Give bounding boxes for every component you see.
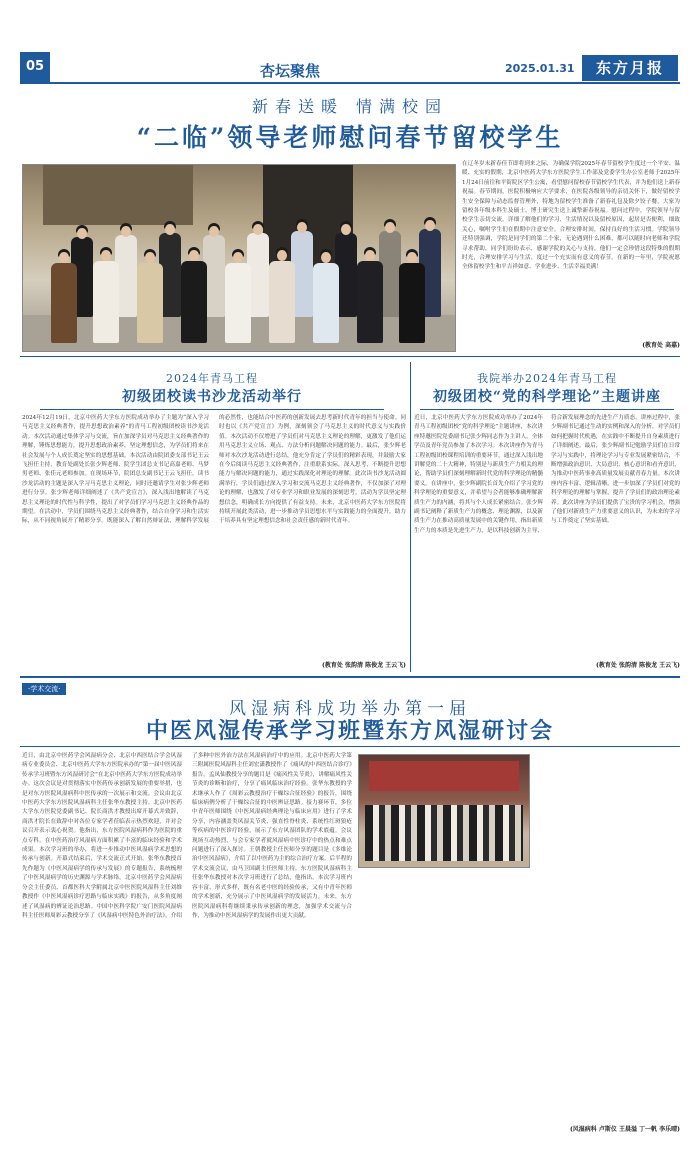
divider-middle — [20, 676, 680, 678]
photo-stage-banner — [369, 761, 519, 791]
article4-body-right — [358, 870, 528, 1120]
person-figure — [269, 261, 295, 343]
person-figure — [137, 263, 163, 343]
person-figure — [313, 263, 339, 343]
article2-subtitle: 2024年青马工程 — [166, 372, 258, 385]
issue-date: 2025.01.31 — [505, 62, 575, 75]
article1-title: “二临”领导老师慰问春节留校学生 — [136, 123, 564, 152]
article2-credit: (教育处 张韵清 陈俊龙 王云飞) — [322, 662, 406, 669]
article1-credit: (教育处 高嘉) — [642, 342, 680, 349]
section-label: 杏坛聚焦 — [260, 62, 321, 80]
person-figure — [225, 263, 251, 343]
article3-title: 初级团校“党的科学理论”主题讲座 — [432, 389, 662, 405]
article1-body: 在辽冬岁末新春佳节即将到来之际，为确保学院2025年春节留校学生度过一个平安、温暖、充实的假期，北京中医药大学东方医院学生工作部及党委学生办公室老师于2025年1月24日前往和平街院区学生公寓，看望慰问留校春节留校学生代表，并为他们送上新春祝福。春节期间，医院积极响应大学要求，在医院各级领导的亲切关怀下，做好留校学生安全保障与动态监督管理外，特地为留校学生准备了新春礼包及除夕饺子餐，大家为留校各年级本科生及硕士、博士研究生送上诚挚新春祝福。慰问过程中，学院领导与留校学生亲切交流，详细了解他们的学习、生活情况以及留校原因，起居是否便利，细致关心，嘱咐学生们在假期中注意安全。合理安排时间，保持良好的生活习惯。学院领导还特别强调，学院是同学们的第二个家，无论遇到什么困难，都可以随时向老师和学院寻求帮助，同学们纷纷表示，感谢学院的关心与支持，他们一定会珍惜这段特殊的假期时光，合理安排学习与生活，度过一个充实而有意义的春节。在新的一年里，学院祝愿全体留校学生和平吉祥如意、学业进步、生活幸福美满！ — [462, 161, 680, 271]
masthead-bar — [20, 52, 680, 84]
article2-title: 初级团校读书沙龙活动举行 — [122, 389, 302, 405]
person-figure — [399, 263, 425, 343]
article4-underline — [20, 746, 680, 747]
photo-crowd — [365, 805, 523, 861]
article3-underline — [420, 409, 674, 410]
article4-body-left: 近日，由北京中医药学会风湿病分会、北京中西医结合学会风湿病专业委员会、北京中医药大学东方医院承办的“第一届中医风湿传承学习班暨东方风湿研讨会”在北京中医药大学东方医院成功举办。这次会议是对贯彻落实中医药传承创新发展的重要举措，也是对东方医院风湿病科中医传承的一次展示和交流。会议由北京中医药大学东方医院风湿病科主任张华东教授主持。北京中医药大学东方医院党委副书记、院长商洪才教授出席开幕式并致辞，商洪才院长在致辞中对各位专家学者莅临表示热烈欢迎，并对会议召开表示衷心祝贺。他指出，东方医院风湿病科作为医院的重点专科，在中医药治疗风湿病方面积累了丰富的临床经验和学术成果。本次学习班的举办，将进一步推动中医风湿病学术思想的传承与创新。开幕式结束后，学术交流正式开始。张华东教授首先作题为《中医风湿病学的传承与发展》的专题报告，系统梳理了中医风湿病学的历史渊源与学术脉络。北京中医药学会风湿病分会主任委员、首都医科大学附属北京中医医院风湿科主任刘维教授作《中医风湿病诊疗思路与临床实践》的报告，从多角度阐述了风湿病的辨证论治思路。中国中医科学院广安门医院风湿病科主任医师周彩云教授分享了《风湿病中医特色外治疗法》，介绍了多种中医外治方法在风湿病治疗中的应用。北京中医药大学第三附属医院风湿科主任刘宏潇教授作了《痛风的中西医结合诊疗》报告。孟凤仙教授分享的题目是《痛风性关节炎》，讲解痛风性关节炎的诊断和治疗，分享了痛风临床治疗经验。张华东教授的学术继承人作了《周彩云教授治疗干燥综合征经验》的报告，围绕临床病例分析了干燥综合征的中医辨证思路。接力赛环节，多位中青年医师围绕《中医风湿病经典理论与临床应用》进行了学术分享，内容涵盖类风湿关节炎、强直性脊柱炎、系统性红斑狼疮等疾病的中医诊疗经验，展示了东方风湿团队的学术底蕴。会议现场互动热烈，与会专家学者就风湿病中医诊疗中的热点和难点问题进行了深入探讨。王朝教授主任医师分享的题目是《多维论治中医风湿病》，介绍了以中医药为主的综合治疗方案。后半程的学术交流会议，由马卫国副主任医师主持。东方医院风湿病科主任张华东教授对本次学习班进行了总结，他指出，本次学习班内容丰富、形式多样，既有名老中医的经验传承，又有中青年医师的学术创新，充分展示了中医风湿病学的发展活力。未来，东方医院风湿病科将继续秉承传承创新的理念，加强学术交流与合作，为推动中医风湿病学的发展作出更大贡献。 — [22, 753, 352, 919]
column-divider — [410, 362, 411, 672]
page-number: 05 — [20, 52, 50, 82]
article4-subtitle: 风湿病科成功举办第一届 — [229, 699, 471, 719]
article1-subtitle: 新春送暖 情满校园 — [251, 97, 449, 116]
article2-body: 2024年12月19日，北京中医药大学东方医院成功举办了主题为“深入学习马克思主义经典著作，提升思想政治素养”的青马工程初级团校读书沙龙活动。本次活动通过集体学习与交流，旨在加深学员对马克思主义经典著作的理解，锤炼思想能力，提升思想政治素养，坚定理想信念，为学员们将来在社会发展与个人成长奠定坚实的思想基础。本次活动由院团委支部书记王云飞担任主持，教育处副处长张少辉老师、院学生团总支书记高嘉老师、马梦男老师、张佳元老师参加。在现场环节，院团总支副书记王云飞担任，读书沙龙活动的主题是深入学习马克思主义理论，同时还邀请学生对张少辉老师进行分享。张少辉老师详细阐述了《共产党宣言》，深入浅出地解读了马克思主义理论的时代性与科学性，提出了对学员们学习马克思主义经典作品的期望。在活动中，学员们围绕马克思主义经典著作，结合自身学习和生活实际，从不同视角展开了精彩分享。既能深入了解自然辩证法，理解科学发展的必然性，也能结合中医药的创新发展去思考新时代青年的担当与使命。同时也以《共产党宣言》为例，深刻领会了马克思主义的时代意义与实践价值。本次活动不仅增进了学员们对马克思主义理论的理解，更激发了他们运用马克思主义立场、观点、方法分析问题解决问题的能力。最后，张少辉老师对本次沙龙活动进行总结，他充分肯定了学员们的精彩表现，并鼓励大家在今后阅读马克思主义经典著作，注重联系实际，深入思考，不断提升思想能力与解决问题的能力，通过实践深化对理论的理解。此次读书沙龙活动圆满举行，学员们通过深入学习和交流马克思主义经典著作，不仅加深了对理论的理解，也激发了对专业学习和职业发展的深刻思考。活动为学员坚定理想信念，明确成长方向提供了有益支持。未来，北京中医药大学东方医院将持续开展此类活动，进一步推动学员思想水平与实践能力的全面提升，助力于培养具有坚定理想信念和社会责任感的新时代青年。 — [22, 415, 406, 525]
photo-wall-panel — [43, 165, 193, 225]
section-tag: ·学术交流· — [22, 683, 66, 695]
article4-body-far-right — [534, 752, 680, 1120]
person-figure — [93, 261, 119, 343]
article3-subtitle: 我院举办2024年青马工程 — [477, 372, 617, 385]
person-figure — [357, 261, 383, 343]
conference-photo — [358, 754, 530, 868]
article4-title: 中医风湿传承学习班暨东方风湿研讨会 — [145, 718, 554, 744]
divider-top — [20, 356, 680, 357]
article3-body: 近日，北京中医药大学东方医院成功举办了2024年青马工程初级团校“党的科学理论”主题讲座，本次讲座特邀医院党委副书记张少辉同志作为主讲人，全体学员及青年党员参加了本次学习。本次讲座作为青马工程初级团校课程培训的重要环节，通过深入浅出地讲解党的二十大精神，特别是与新质生产力相关的理论，帮助学员们深刻理解新时代党的科学理论的精髓要义。在讲座中，张少辉副院长首先介绍了学习党的科学理论的重要意义，并希望与会者能够准确理解新质生产力的内涵，将其与个人成长紧密结合。张少辉副书记阐释了新质生产力的概念、理论渊源，以及新质生产力在推动高质量发展中的关键作用，指出新质生产力的本质是先进生产力，是以科技创新为主导、符合新发展理念的先进生产力质态。讲座过程中，张少辉副书记通过生动的实例和深入的分析，对学员们如何把握时代机遇，在实践中不断提升自身素质进行了详细阐述。最后，张少辉副书记勉励学员们在日常学习与实践中，将理论学习与专业发展紧密结合，不断增强政治意识、大局意识、核心意识和看齐意识，为推动中医药事业高质量发展贡献青春力量。本次讲座内容丰富、逻辑清晰，进一步加深了学员们对党的科学理论的理解与掌握，提升了学员们的政治理论素养。此次讲座为学员们提供了宝贵的学习机会，增强了他们对新质生产力重要意义的认识，为未来的学习与工作奠定了坚实基础。 — [414, 415, 680, 534]
person-figure — [181, 261, 207, 343]
person-figure — [51, 263, 77, 343]
article4-credit: (风湿病科 卢斯仪 王晨溢 丁一帆 李乐晴) — [569, 1126, 680, 1133]
article2-underline — [40, 409, 384, 410]
article3-credit: (教育处 张韵清 陈俊龙 王云飞) — [596, 662, 680, 669]
paper-logo: 东方月报 — [582, 55, 678, 81]
group-photo — [22, 164, 456, 352]
